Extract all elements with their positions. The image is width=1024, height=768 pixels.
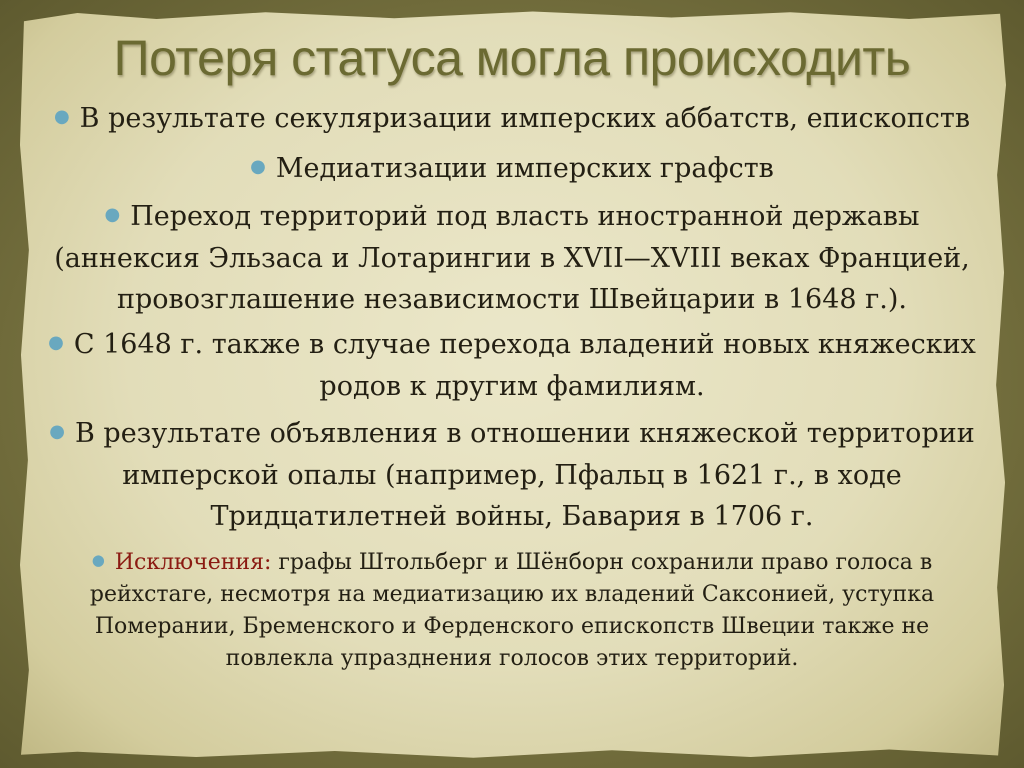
- bullet-dot-icon: ●: [48, 332, 64, 353]
- bullet-item-exceptions: [20, 547, 1004, 675]
- exceptions-label: Исключения:: [114, 550, 272, 575]
- bullet-text: Медиатизации имперских графств: [275, 153, 774, 184]
- bullet-text: Переход территорий под власть иностранной державы (аннексия Эльзаса и Лотарингии в XVII—XVIII веках Францией, провозглашение независимости Швейцарии в 1648 г.).: [54, 201, 970, 315]
- bullet-item-princely-houses: [20, 324, 1004, 407]
- bullet-list: [20, 98, 1004, 675]
- bullet-text: В результате секуляризации имперских аббатств, епископств: [79, 103, 971, 134]
- bullet-item-imperial-ban: [20, 413, 1004, 537]
- bullet-item-secularization: [20, 98, 1004, 140]
- bullet-item-foreign-power: [20, 196, 1004, 320]
- bullet-item-mediatization: [20, 148, 1004, 190]
- bullet-dot-icon: ●: [49, 421, 65, 442]
- slide-title: Потеря статуса могла происходить: [113, 30, 911, 86]
- bullet-dot-icon: ●: [91, 551, 105, 569]
- bullet-text: графы Штольберг и Шёнборн сохранили право голоса в рейхстаге, несмотря на медиатизацию их владений Саксонией, уступка Померании, Бременского и Ферденского епископств Швеции также не повлекла упразднения голосов этих территорий.: [89, 550, 935, 671]
- bullet-dot-icon: ●: [53, 106, 70, 127]
- bullet-dot-icon: ●: [250, 156, 266, 177]
- bullet-dot-icon: ●: [104, 204, 121, 225]
- bullet-text: С 1648 г. также в случае перехода владений новых княжеских родов к другим фамилиям.: [73, 329, 976, 402]
- bullet-text: В результате объявления в отношении княжеской территории имперской опалы (например, Пфальц в 1621 г., в ходе Тридцатилетней войны, Бавария в 1706 г.: [75, 418, 975, 532]
